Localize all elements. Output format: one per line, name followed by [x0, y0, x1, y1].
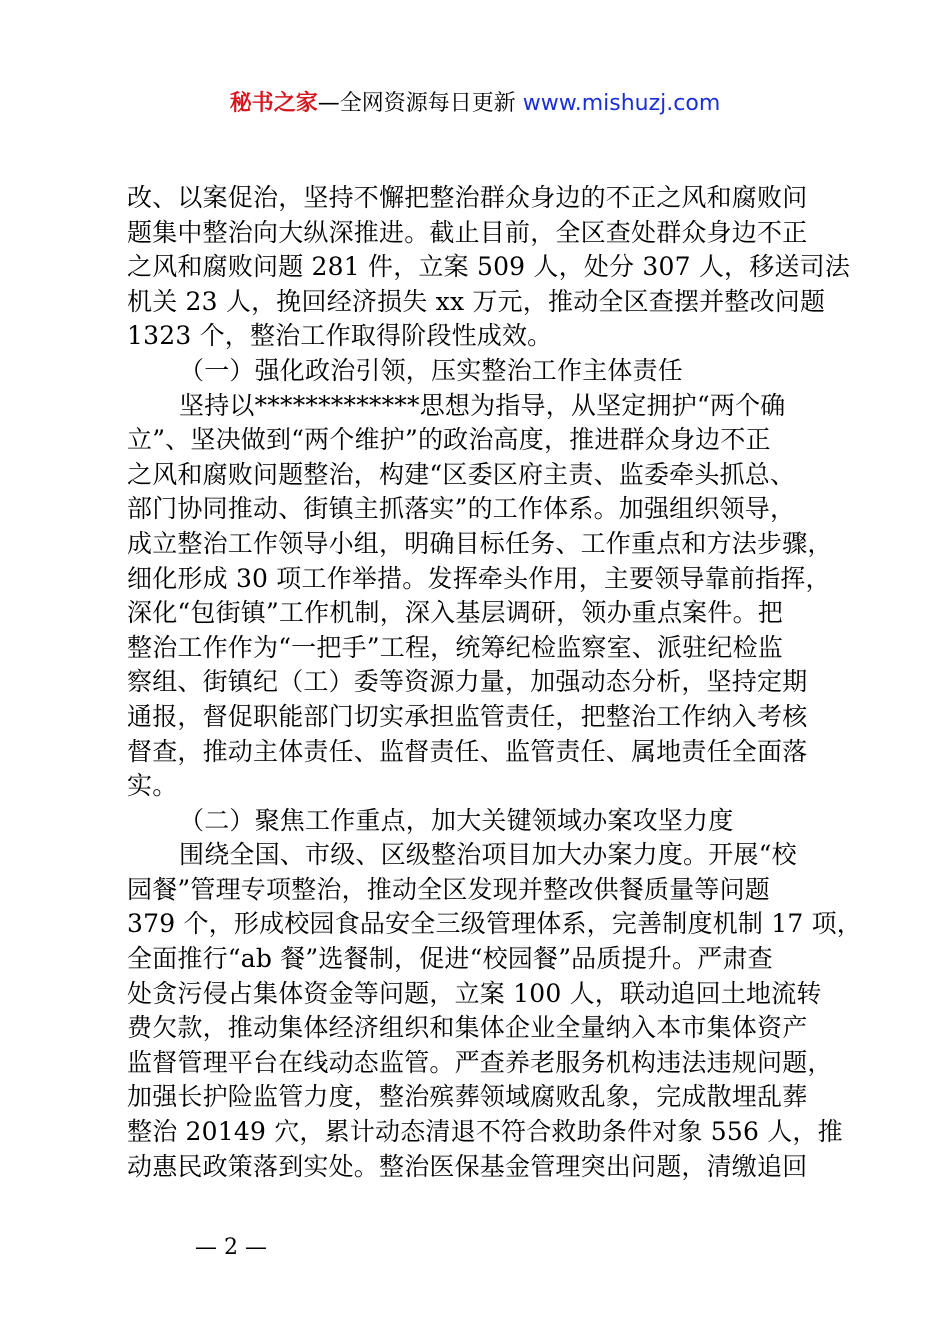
text-line: 深化“包街镇”工作机制，深入基层调研，领办重点案件。把: [127, 598, 783, 628]
text-line: 督查，推动主体责任、监督责任、监管责任、属地责任全面落: [127, 736, 808, 766]
text-line: 成立整治工作领导小组，明确目标任务、工作重点和方法步骤，: [127, 528, 833, 558]
text-line: 题集中整治向大纵深推进。截止目前，全区查处群众身边不正: [127, 217, 808, 247]
text-line: 整治 20149 穴，累计动态清退不符合救助条件对象 556 人，推: [127, 1117, 843, 1147]
text-line: 实。: [127, 771, 178, 801]
text-line: 察组、街镇纪（工）委等资源力量，加强动态分析，坚持定期: [127, 667, 808, 697]
text-line: 坚持以*************思想为指导，从坚定拥护“两个确: [179, 390, 786, 420]
text-line: 立”、坚决做到“两个维护”的政治高度，推进群众身边不正: [127, 425, 771, 455]
text-line: 379 个，形成校园食品安全三级管理体系，完善制度机制 17 项，: [127, 909, 862, 939]
text-line: 整治工作作为“一把手”工程，统筹纪检监察室、派驻纪检监: [127, 632, 783, 662]
text-line: 通报，督促职能部门切实承担监管责任，把整治工作纳入考核: [127, 701, 808, 731]
text-line: 全面推行“ab 餐”选餐制，促进“校园餐”品质提升。严肃查: [127, 944, 773, 974]
site-header: [0, 86, 950, 122]
document-body: [127, 181, 862, 1184]
text-line: 加强长护险监管力度，整治殡葬领域腐败乱象，完成散埋乱葬: [127, 1082, 808, 1112]
text-line: 1323 个，整治工作取得阶段性成效。: [127, 321, 553, 351]
text-line: （二）聚焦工作重点，加大关键领域办案攻坚力度: [179, 805, 734, 835]
text-line: 细化形成 30 项工作举措。发挥牵头作用，主要领导靠前指挥，: [127, 563, 831, 593]
text-line: 改、以案促治，坚持不懈把整治群众身边的不正之风和腐败问: [127, 183, 808, 212]
header-brand: 秘书之家: [229, 91, 318, 116]
text-line: （一）强化政治引领，压实整治工作主体责任: [179, 355, 684, 385]
text-line: 机关 23 人，挽回经济损失 xx 万元，推动全区查摆并整改问题: [127, 286, 826, 316]
text-line: 监督管理平台在线动态监管。严查养老服务机构违法违规问题，: [127, 1047, 833, 1077]
text-line: 处贪污侵占集体资金等问题，立案 100 人，联动追回土地流转: [127, 978, 822, 1008]
header-url[interactable]: www.mishuzj.com: [522, 91, 721, 116]
header-tagline: —全网资源每日更新: [317, 91, 523, 116]
text-line: 动惠民政策落到实处。整治医保基金管理突出问题，清缴追回: [127, 1151, 808, 1181]
text-line: 园餐”管理专项整治，推动全区发现并整改供餐质量等问题: [127, 874, 770, 904]
page-number: — 2 —: [195, 1235, 267, 1260]
text-line: 费欠款，推动集体经济组织和集体企业全量纳入本市集体资产: [127, 1013, 808, 1043]
text-line: 之风和腐败问题 281 件，立案 509 人，处分 307 人，移送司法: [127, 252, 851, 282]
text-line: 围绕全国、市级、区级整治项目加大办案力度。开展“校: [179, 840, 797, 870]
text-line: 部门协同推动、街镇主抓落实”的工作体系。加强组织领导，: [127, 494, 796, 524]
text-line: 之风和腐败问题整治，构建“区委区府主责、监委牵头抓总、: [127, 459, 796, 489]
